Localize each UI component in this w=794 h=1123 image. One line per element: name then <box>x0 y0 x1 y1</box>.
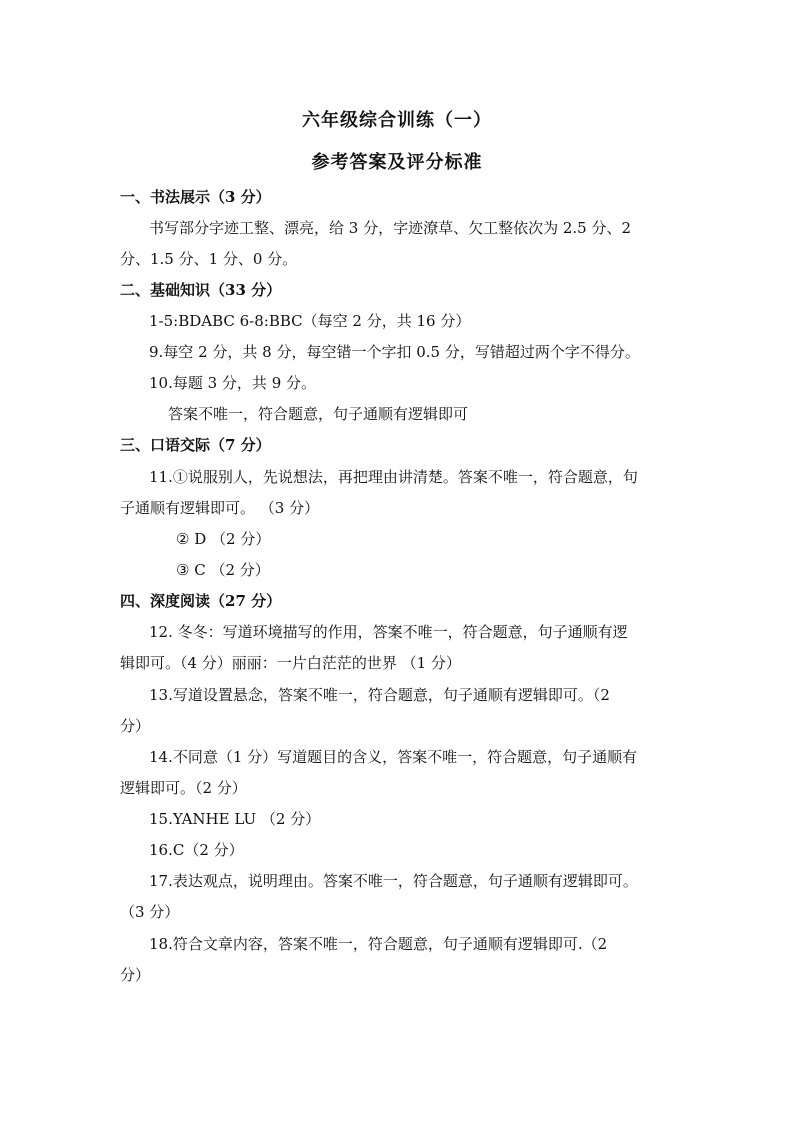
section-heading-calligraphy: 一、书法展示（3 分） <box>120 188 271 206</box>
section-heading-oral-communication: 三、口语交际（7 分） <box>120 436 271 454</box>
answer-line: 17.表达观点，说明理由。答案不唯一，符合题意，句子通顺有逻辑即可。 <box>149 872 638 890</box>
answer-line: 11.①说服别人，先说想法，再把理由讲清楚。答案不唯一，符合题意，句 <box>149 468 638 486</box>
paragraph-line: 书写部分字迹工整、漂亮，给 3 分，字迹潦草、欠工整依次为 2.5 分、2 <box>149 219 632 237</box>
answer-line: 9.每空 2 分，共 8 分，每空错一个字扣 0.5 分，写错超过两个字不得分。 <box>149 343 640 361</box>
answer-line: （3 分） <box>120 903 180 921</box>
answer-line: 逻辑即可。（2 分） <box>120 779 247 797</box>
paragraph-line: 分、1.5 分、1 分、0 分。 <box>120 250 298 268</box>
answer-line: 分） <box>120 717 151 735</box>
answer-line: 13.写道设置悬念，答案不唯一，符合题意，句子通顺有逻辑即可。（2 <box>149 686 610 704</box>
answer-line: 12. 冬冬：写道环境描写的作用，答案不唯一，符合题意，句子通顺有逻 <box>149 623 628 641</box>
document-subtitle: 参考答案及评分标准 <box>311 152 483 173</box>
answer-line: ③ C （2 分） <box>176 561 270 579</box>
answer-line: 答案不唯一，符合题意，句子通顺有逻辑即可 <box>168 405 469 423</box>
answer-line: 1-5:BDABC 6-8:BBC（每空 2 分，共 16 分） <box>149 312 471 330</box>
section-heading-deep-reading: 四、深度阅读（27 分） <box>120 592 282 610</box>
answer-line: 16.C（2 分） <box>149 841 244 859</box>
answer-line: 分） <box>120 966 151 984</box>
answer-line: 辑即可。（4 分）丽丽：一片白茫茫的世界 （1 分） <box>120 654 461 672</box>
answer-line: 子通顺有逻辑即可。 （3 分） <box>120 499 320 517</box>
answer-line: 15.YANHE LU （2 分） <box>149 810 321 828</box>
answer-line: 18.符合文章内容，答案不唯一，符合题意，句子通顺有逻辑即可.（2 <box>149 935 608 953</box>
section-heading-basic-knowledge: 二、基础知识（33 分） <box>120 281 282 299</box>
answer-line: ② D （2 分） <box>176 530 271 548</box>
answer-line: 14.不同意（1 分）写道题目的含义，答案不唯一，符合题意，句子通顺有 <box>149 748 638 766</box>
answer-line: 10.每题 3 分，共 9 分。 <box>149 374 317 392</box>
document-title: 六年级综合训练（一） <box>302 110 492 131</box>
